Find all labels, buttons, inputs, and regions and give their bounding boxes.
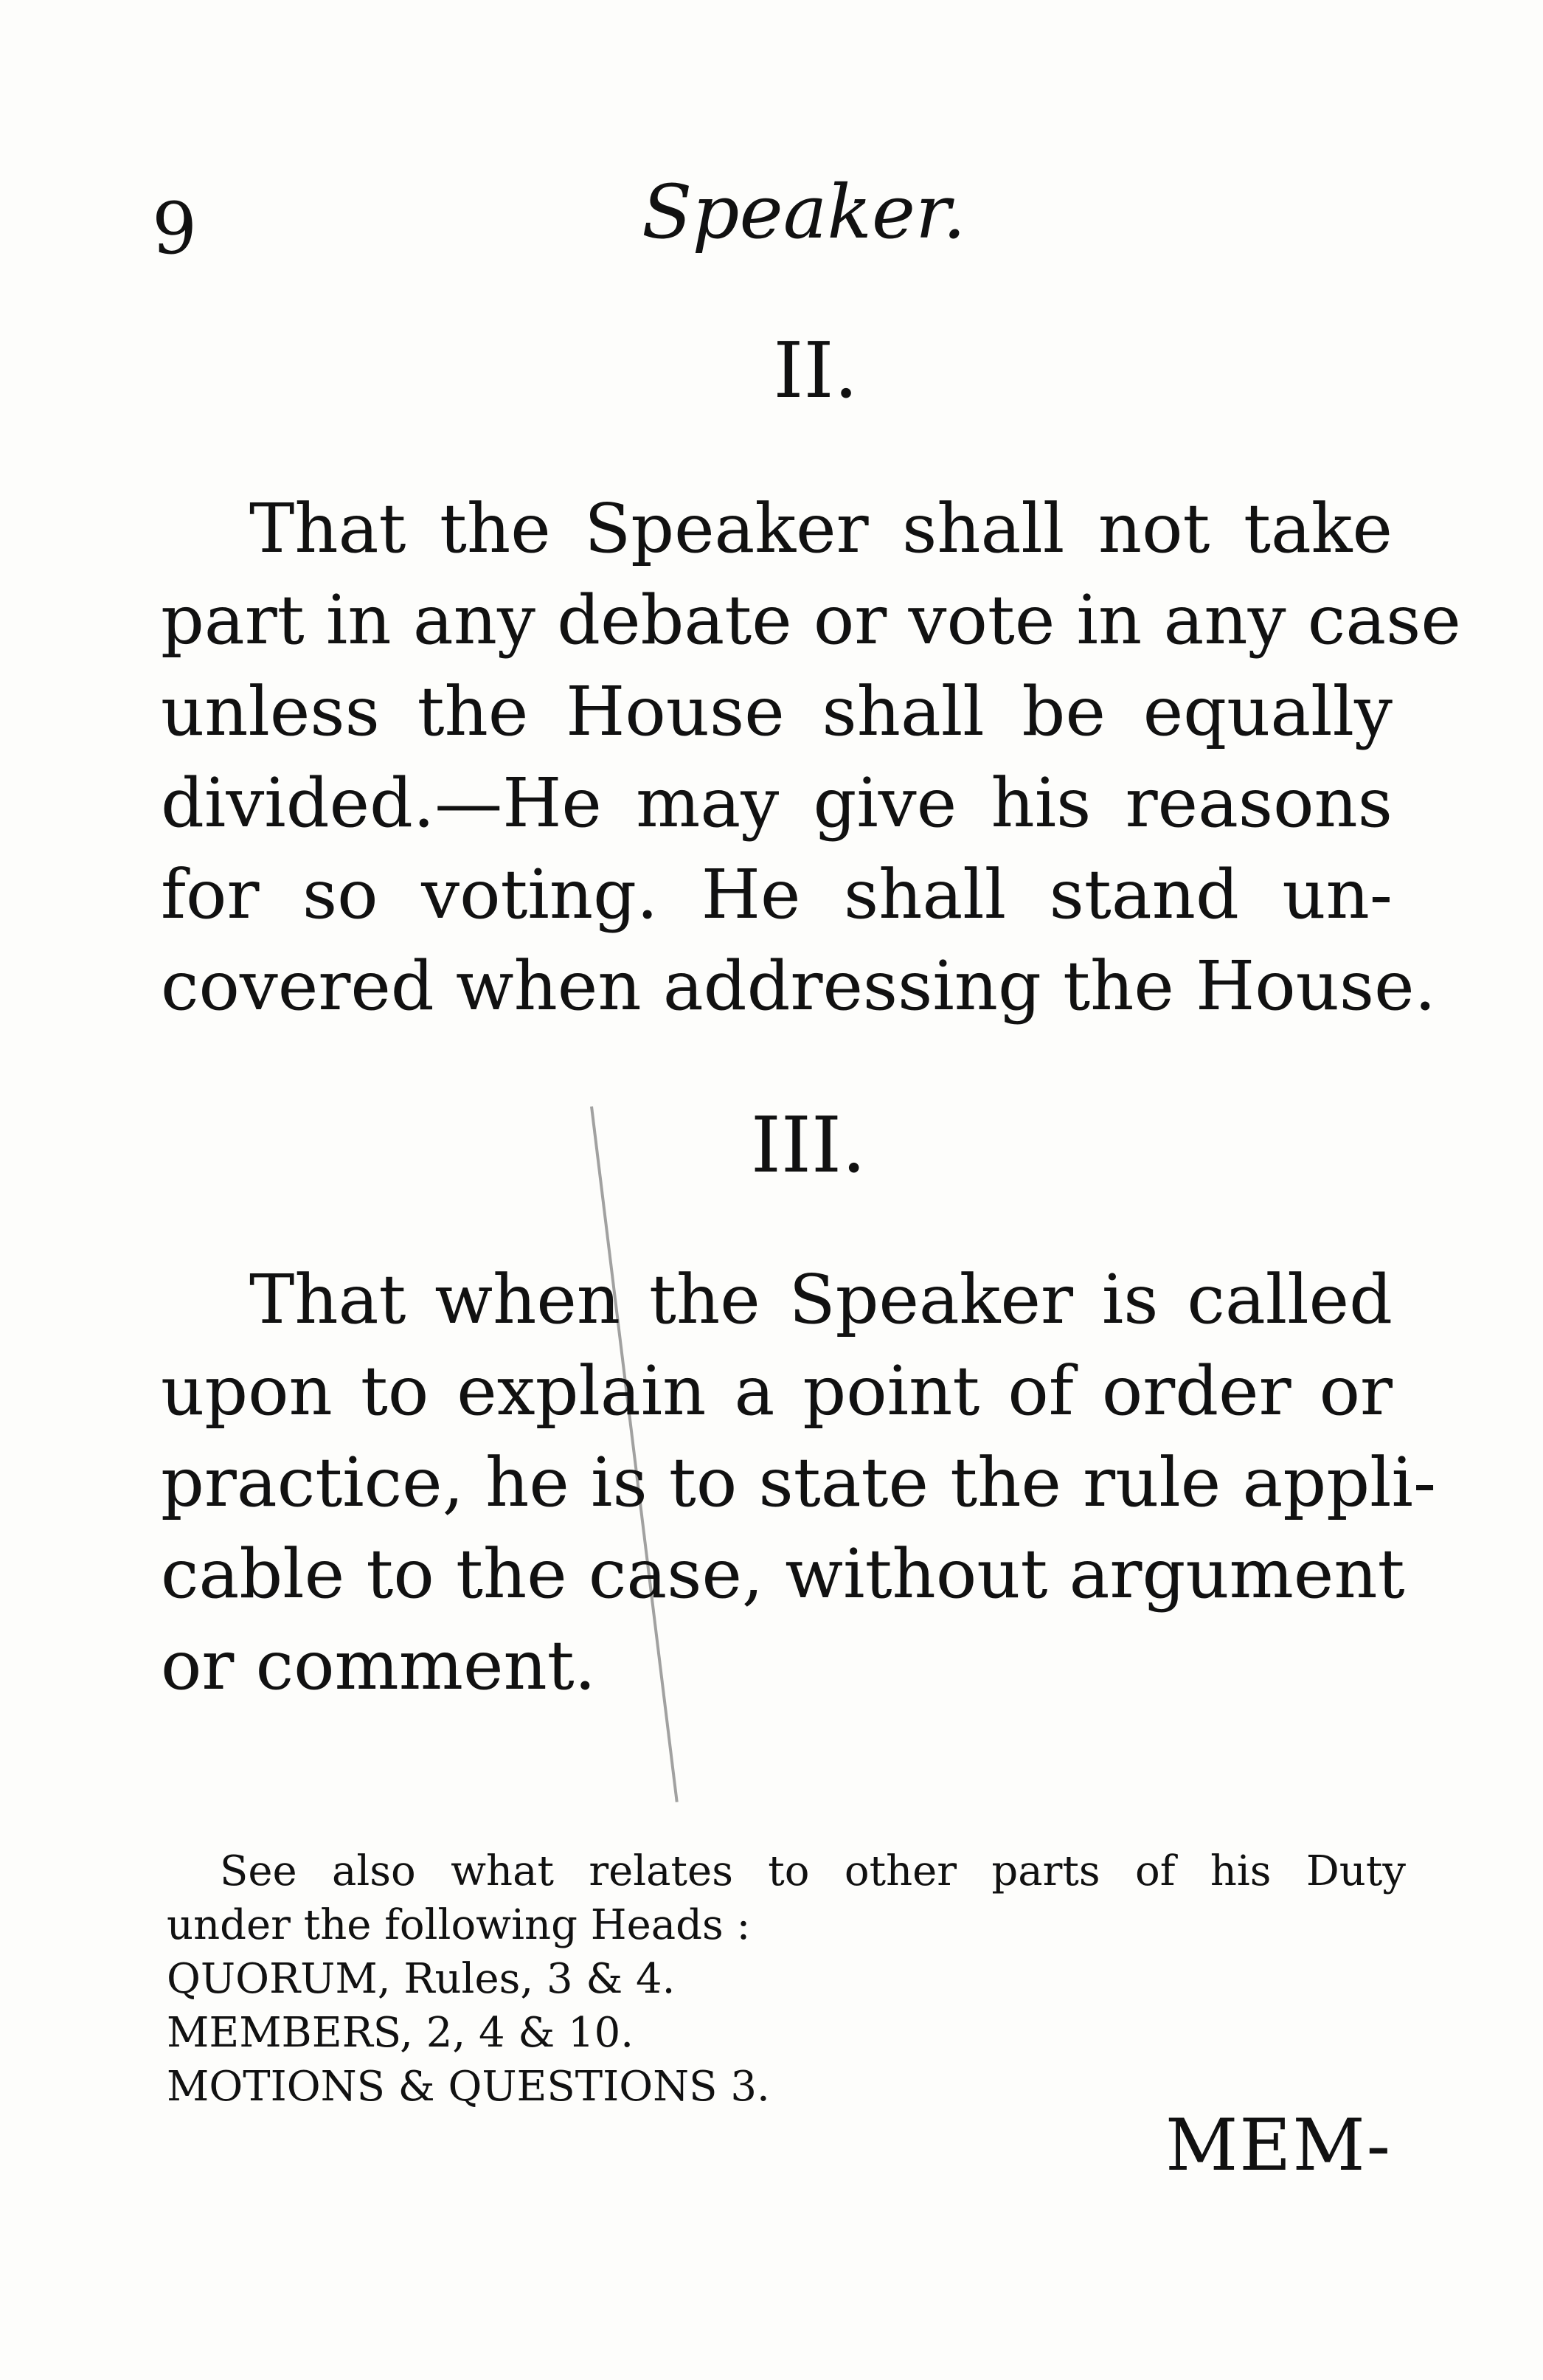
paragraph-line: practice, he is to state the rule appli-	[161, 1443, 1437, 1522]
paragraph-line: That when the Speaker is called	[249, 1260, 1393, 1339]
paragraph-line: That the Speaker shall not take	[249, 489, 1393, 568]
section-iii-paragraph	[161, 1254, 1437, 1712]
cross-reference-note	[167, 1844, 1406, 2114]
note-line: MEMBERS, 2, 4 & 10.	[167, 2009, 634, 2057]
paragraph-line: cable to the case, without argument	[161, 1535, 1405, 1613]
paragraph-line: unless the House shall be equally	[161, 672, 1393, 751]
page-number: 9	[152, 187, 198, 270]
section-ii-paragraph	[161, 483, 1461, 1032]
paragraph-line: upon to explain a point of order or	[161, 1352, 1393, 1431]
catchword: MEM-	[1165, 2104, 1393, 2187]
paragraph-line: covered when addressing the House.	[161, 947, 1436, 1025]
paragraph-line: for so voting. He shall stand un-	[161, 855, 1393, 934]
note-line: MOTIONS & QUESTIONS 3.	[167, 2063, 770, 2111]
note-line: See also what relates to other parts of his Duty	[220, 1847, 1406, 1895]
section-heading-ii: II.	[773, 325, 859, 415]
paragraph-line: part in any debate or vote in any case	[161, 581, 1461, 660]
section-heading-iii: III.	[750, 1100, 867, 1190]
note-line: under the following Heads :	[167, 1901, 751, 1949]
paragraph-line: divided.—He may give his reasons	[161, 764, 1393, 843]
note-line: QUORUM, Rules, 3 & 4.	[167, 1955, 676, 2003]
running-head: Speaker.	[642, 169, 966, 255]
paragraph-line: or comment.	[161, 1626, 596, 1705]
